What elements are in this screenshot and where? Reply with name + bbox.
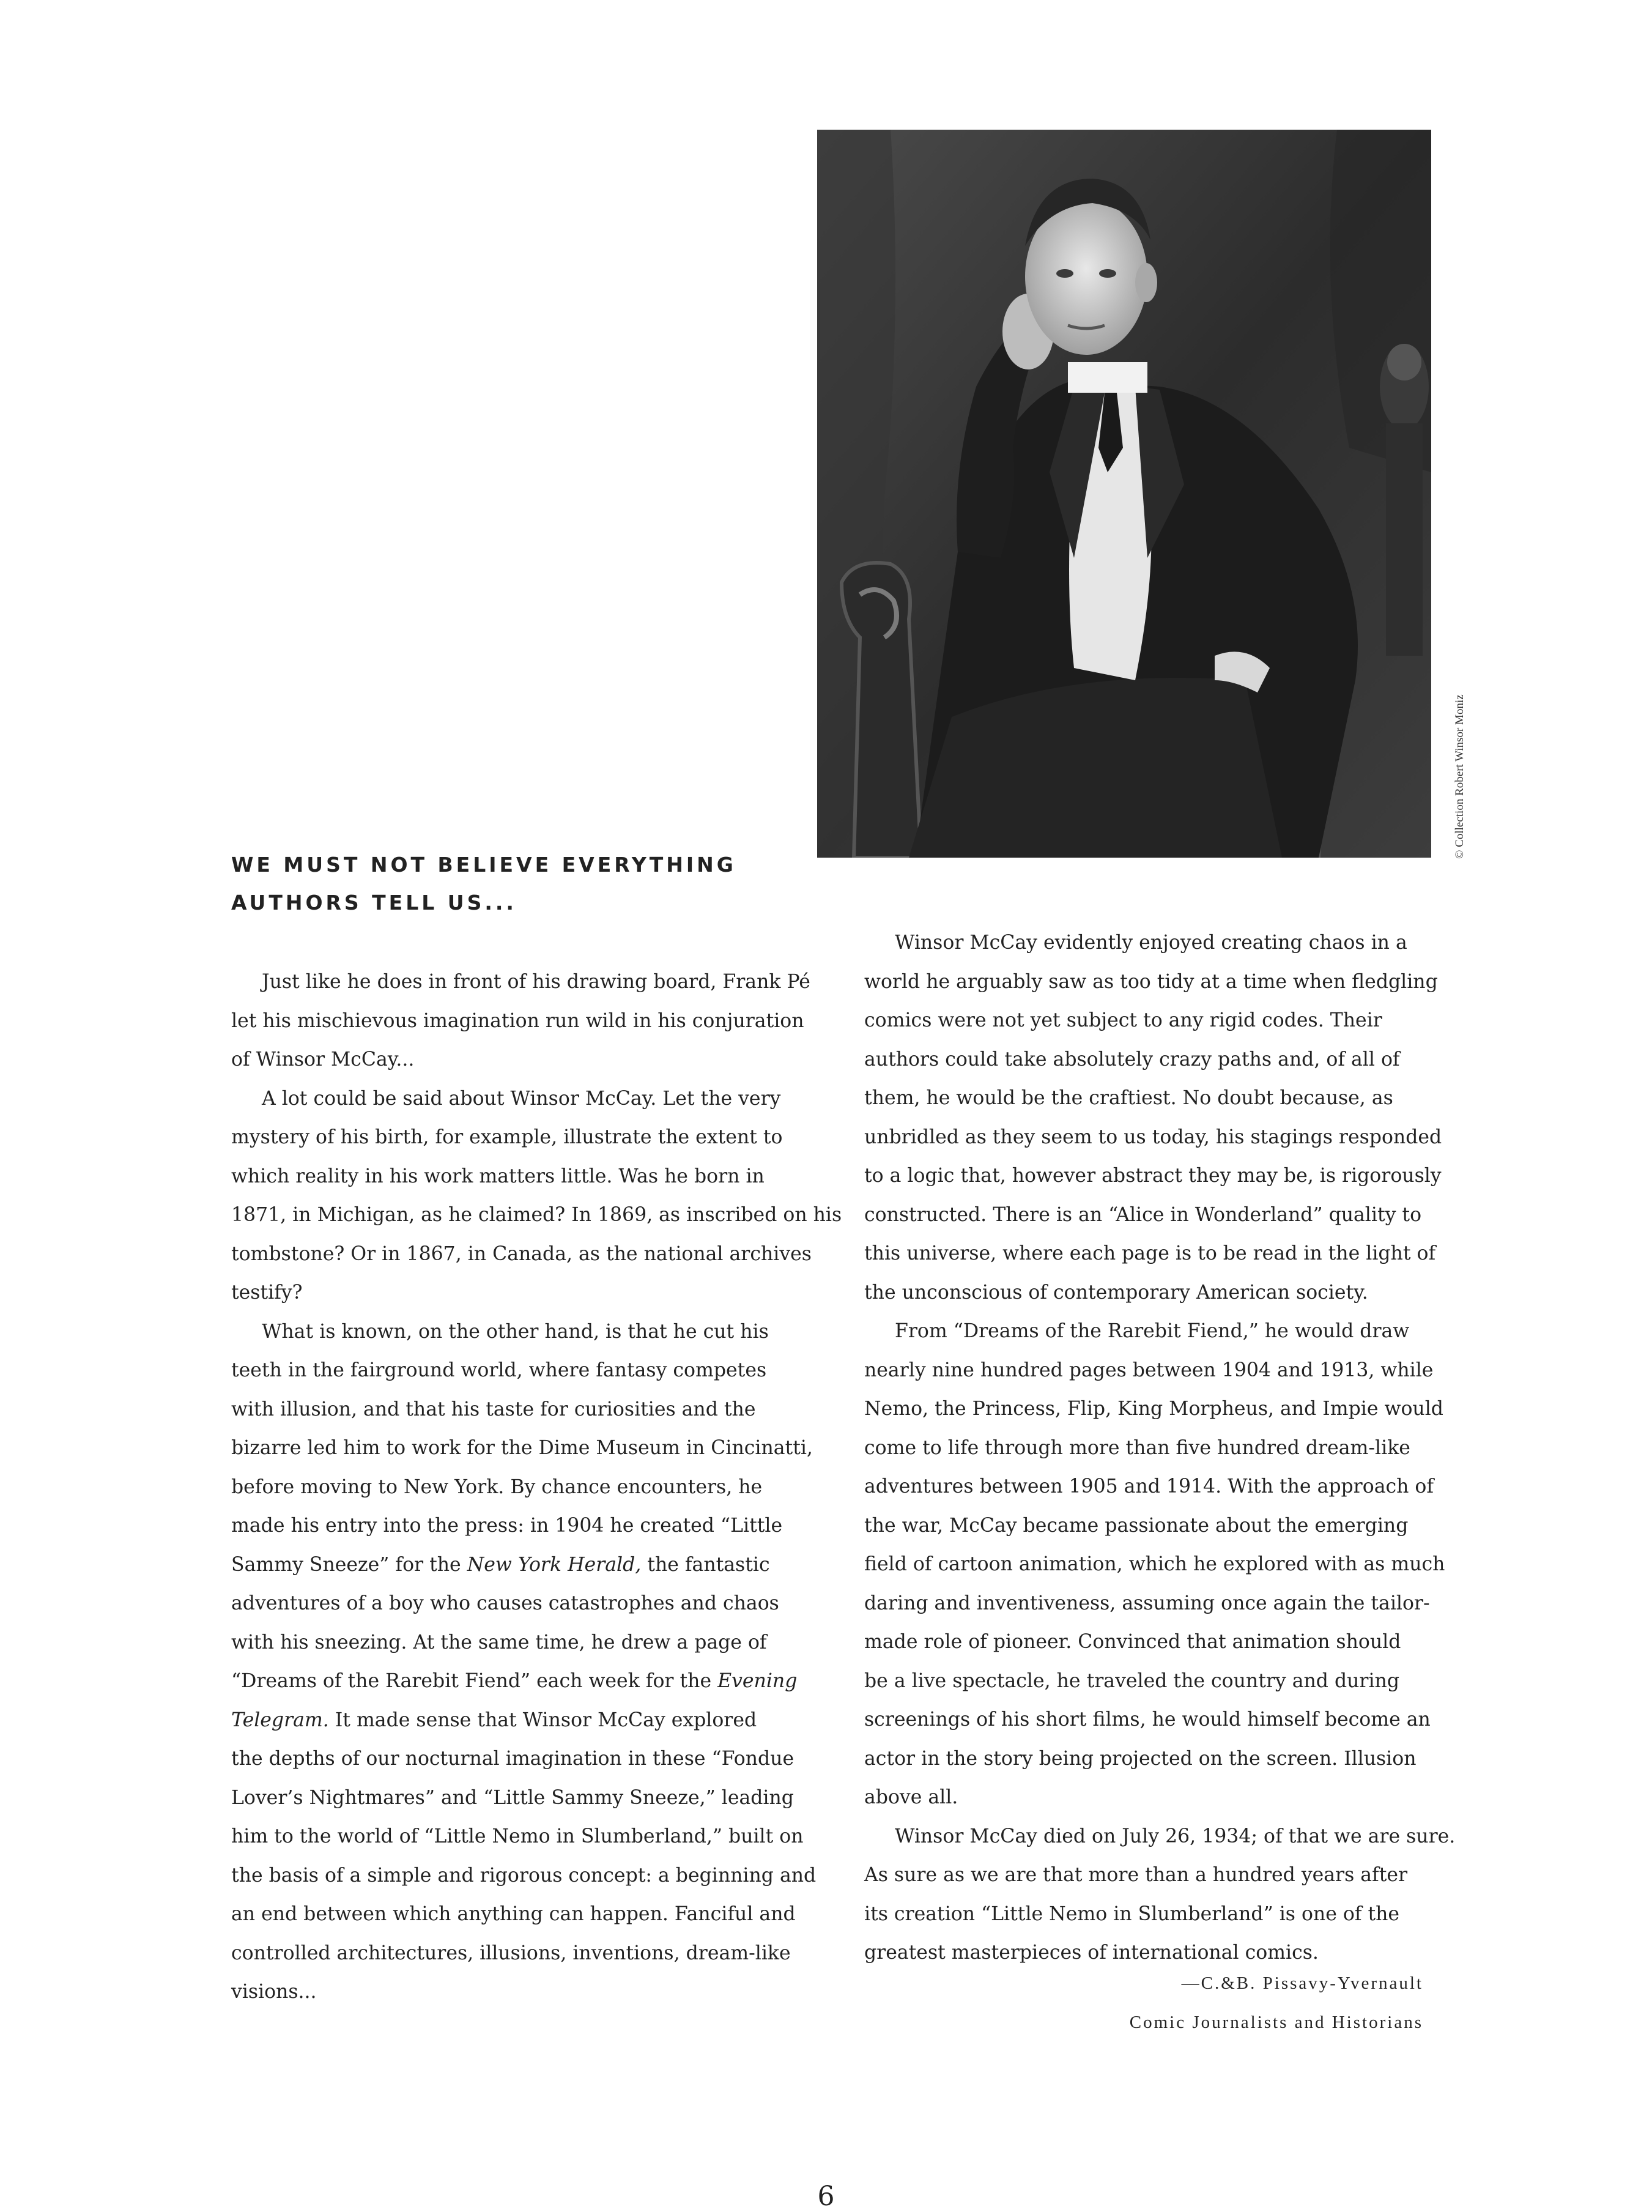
text-line: constructed. There is an “Alice in Wonderland” quality to [864,1203,1422,1226]
photo-credit: © Collection Robert Winsor Moniz [1453,694,1466,859]
text-line: this universe, where each page is to be read in the light of [864,1242,1436,1264]
text-line: unbridled as they seem to us today, his stagings responded [864,1126,1442,1148]
page-number: 6 [817,2181,835,2212]
heading-line-2: AUTHORS TELL US... [231,891,517,915]
text-line: nearly nine hundred pages between 1904 and 1913, while [864,1359,1434,1381]
text-line: adventures of a boy who causes catastrophes and chaos [231,1592,779,1614]
paragraph [864,924,1442,1312]
text-line: bizarre led him to work for the Dime Museum in Cincinatti, [231,1437,813,1459]
text-line: Lover’s Nightmares” and “Little Sammy Sneeze,” leading [231,1786,794,1809]
text-line: the unconscious of contemporary American society. [864,1281,1368,1304]
text-line: controlled architectures, illusions, inventions, dream-like [231,1942,791,1964]
text-line: before moving to New York. By chance encounters, he [231,1475,763,1498]
text-line: testify? [231,1282,303,1304]
text-line: the war, McCay became passionate about the emerging [864,1514,1409,1537]
text-line: the depths of our nocturnal imagination in these “Fondue [231,1748,795,1770]
text-segment: Sammy Sneeze” for the [231,1553,467,1576]
text-line: world he arguably saw as too tidy at a time when fledgling [864,970,1438,993]
text-line: him to the world of “Little Nemo in Slumberland,” built on [231,1825,804,1847]
text-line: its creation “Little Nemo in Slumberland” is one of the [864,1902,1400,1925]
text-line: As sure as we are that more than a hundred years after [864,1864,1408,1886]
text-line: made his entry into the press: in 1904 he created “Little [231,1515,783,1537]
text-segment: the fantastic [641,1553,770,1576]
portrait-photo [817,130,1431,858]
paragraph [864,1817,1456,1973]
text-line: which reality in his work matters little. Was he born in [231,1165,765,1187]
text-line: Winsor McCay died on July 26, 1934; of that we are sure. [895,1825,1456,1847]
text-segment: It made sense that Winsor McCay explored [328,1709,757,1731]
text-line: an end between which anything can happen. Fanciful and [231,1903,796,1925]
text-line [231,1662,806,1701]
text-line [231,1546,806,1585]
text-line: to a logic that, however abstract they may be, is rigorously [864,1165,1442,1187]
paragraph [864,1312,1445,1817]
section-heading [231,846,782,922]
text-line: Just like he does in front of his drawing board, Frank Pé [262,971,810,993]
author-signature: —C.&B. Pissavy-Yvernault [1181,1973,1423,1993]
text-line: visions... [231,1981,317,2003]
publication-title: New York Herald, [467,1553,642,1576]
text-line: daring and inventiveness, assuming once again the tailor- [864,1592,1430,1614]
text-line: of Winsor McCay... [231,1048,415,1071]
paragraph [231,1313,817,2012]
text-line: be a live spectacle, he traveled the country and during [864,1669,1400,1692]
left-column [231,963,842,2012]
text-line: greatest masterpieces of international comics. [864,1942,1319,1964]
text-line: actor in the story being projected on the screen. Illusion [864,1747,1417,1770]
text-line: let his mischievous imagination run wild in his conjuration [231,1009,804,1032]
text-segment: “Dreams of the Rarebit Fiend” each week for the [231,1670,718,1692]
heading-line-1: WE MUST NOT BELIEVE EVERYTHING [231,853,736,877]
text-line: them, he would be the craftiest. No doubt because, as [864,1087,1393,1109]
text-line: field of cartoon animation, which he explored with as much [864,1553,1445,1575]
text-line: A lot could be said about Winsor McCay. Let the very [262,1087,781,1110]
paragraph [231,1080,842,1313]
author-role: Comic Journalists and Historians [1129,2013,1423,2032]
text-line: screenings of his short films, he would himself become an [864,1709,1431,1731]
text-line: Nemo, the Princess, Flip, King Morpheus, and Impie would [864,1398,1443,1420]
text-line: mystery of his birth, for example, illustrate the extent to [231,1126,783,1148]
text-line [231,1701,806,1740]
right-column [864,924,1456,1973]
text-line: What is known, on the other hand, is that he cut his [262,1320,769,1343]
text-line: with his sneezing. At the same time, he drew a page of [231,1631,767,1653]
text-line: with illusion, and that his taste for curiosities and the [231,1398,756,1420]
paragraph [231,963,810,1080]
publication-title: Telegram. [231,1709,329,1731]
text-line: authors could take absolutely crazy paths and, of all of [864,1048,1400,1071]
text-line: Winsor McCay evidently enjoyed creating chaos in a [895,932,1407,954]
text-line: teeth in the fairground world, where fantasy competes [231,1359,767,1381]
text-line: above all. [864,1786,958,1808]
text-line: comics were not yet subject to any rigid codes. Their [864,1009,1382,1031]
text-line: adventures between 1905 and 1914. With the approach of [864,1475,1434,1498]
text-line: From “Dreams of the Rarebit Fiend,” he would draw [895,1320,1410,1342]
text-line: the basis of a simple and rigorous concept: a beginning and [231,1864,817,1887]
text-line: tombstone? Or in 1867, in Canada, as the national archives [231,1242,812,1265]
text-line: come to life through more than five hundred dream-like [864,1436,1410,1459]
text-line: 1871, in Michigan, as he claimed? In 1869, as inscribed on his [231,1204,842,1226]
portrait-photo-image [817,130,1431,858]
publication-title: Evening [717,1670,798,1692]
text-line: made role of pioneer. Convinced that animation should [864,1631,1401,1653]
